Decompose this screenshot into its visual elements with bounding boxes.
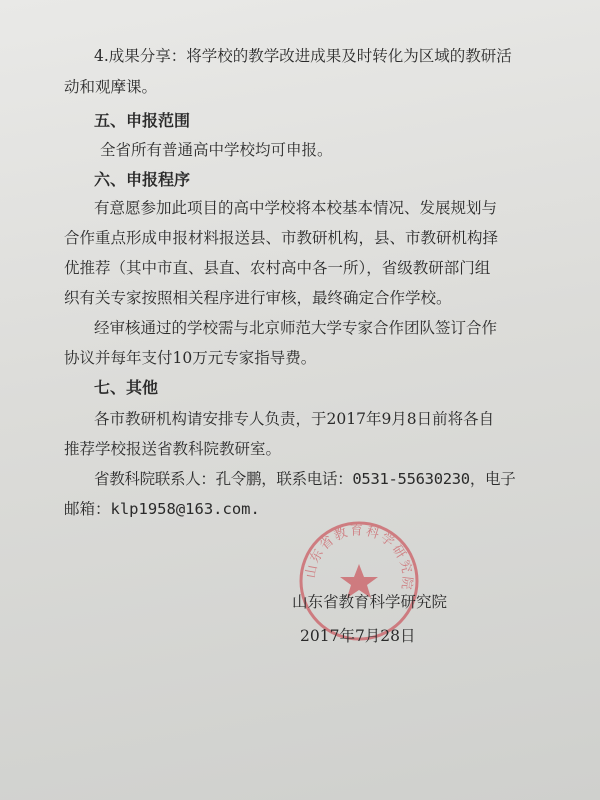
section6-para2-line2: 协议并每年支付10万元专家指导费。 [64,349,317,367]
section7-heading: 七、其他 [94,378,159,397]
section6-heading: 六、申报程序 [94,170,191,189]
signature-org: 山东省教育科学研究院 [292,593,448,611]
section7-para1-line2: 推荐学校报送省教科院教研室。 [64,440,282,458]
seal-text: 山东省教育科学研究院 [303,523,415,593]
signature-date: 2017年7月28日 [300,627,416,645]
section5-text: 全省所有普通高中学校均可申报。 [100,141,333,159]
section6-para1-line1: 有意愿参加此项目的高中学校将本校基本情况、发展规划与 [94,199,498,217]
section5-heading: 五、申报范围 [94,111,191,130]
contact-line1: 省教科院联系人：孔令鹏，联系电话：0531-55630230，电子 [94,470,516,488]
section6-para2-line1: 经审核通过的学校需与北京师范大学专家合作团队签订合作 [94,319,498,337]
section7-para1-line1: 各市教研机构请安排专人负责，于2017年9月8日前将各自 [94,410,495,428]
item4-line2: 动和观摩课。 [64,78,158,96]
item4-line1: 4.成果分享：将学校的教学改进成果及时转化为区域的教研活 [94,47,512,65]
section6-para1-line3: 优推荐（其中市直、县直、农村高中各一所），省级教研部门组 [64,259,491,277]
section6-para1-line2: 合作重点形成申报材料报送县、市教研机构，县、市教研机构择 [64,229,499,247]
section6-para1-line4: 织有关专家按照相关程序进行审核，最终确定合作学校。 [64,289,452,307]
contact-email-line: 邮箱：klp1958@163.com. [64,500,260,518]
